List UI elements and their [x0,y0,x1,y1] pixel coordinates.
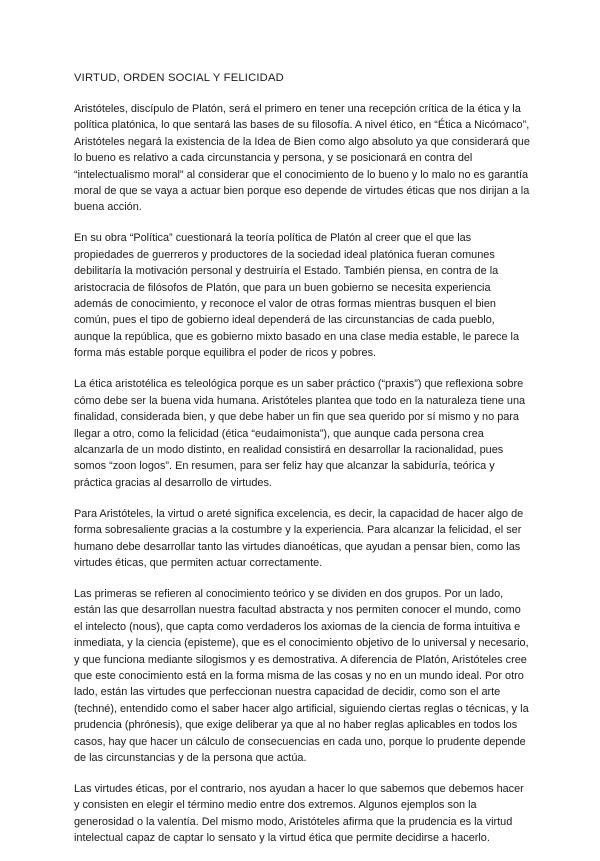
paragraph: Aristóteles, discípulo de Platón, será el primero en tener una recepción crítica de la ética y la política platónica, lo que sentará las bases de su filosofía. A nivel ético, en “Ética a Nicómaco”, Aristóteles negará la existencia de la Idea de Bien como algo absoluto ya que considerará que lo bueno es relativo a cada circunstancia y persona, y se posicionará en contra del “intelectualismo moral” al considerar que el conocimiento de lo bueno y lo malo no es garantía moral de que se vaya a actuar bien porque eso depende de virtudes éticas que nos dirijan a la buena acción. [74,103,530,214]
document-page [74,70,530,861]
paragraph: Para Aristóteles, la virtud o areté significa excelencia, es decir, la capacidad de hacer algo de forma sobresaliente gracias a la costumbre y la experiencia. Para alcanzar la felicidad, el ser humano debe desarrollar tanto las virtudes dianoéticas, que ayudan a pensar bien, como las virtudes éticas, que permiten actuar correctamente. [74,507,524,569]
document-title: VIRTUD, ORDEN SOCIAL Y FELICIDAD [74,72,284,84]
paragraph: Las virtudes éticas, por el contrario, nos ayudan a hacer lo que sabemos que debemos hacer y consisten en elegir el término medio entre dos extremos. Algunos ejemplos son la generosidad o la valentía. Del mismo modo, Aristóteles afirma que la prudencia es la virtud intelectual capaz de captar lo sensato y la virtud ética que permite decidirse a hacerlo. [74,783,524,845]
paragraph: Las primeras se refieren al conocimiento teórico y se dividen en dos grupos. Por un lado, están las que desarrollan nuestra facultad abstracta y nos permiten conocer el mundo, como el intelecto (nous), que capta como verdaderos los axiomas de la ciencia de forma intuitiva e inmediata, y la ciencia (episteme), que es el conocimiento objetivo de lo universal y necesario, y que funciona mediante silogismos y es demostrativa. A diferencia de Platón, Aristóteles cree que este conocimiento está en la forma misma de las cosas y no en un mundo ideal. Por otro lado, están las virtudes que perfeccionan nuestra capacidad de decidir, como son el arte (techné), entendido como el saber hacer algo artificial, siguiendo ciertas reglas o técnicas, y la prudencia (phrónesis), que exige deliberar ya que al no haber reglas aplicables en todos los casos, hay que hacer un cálculo de consecuencias en cada uno, porque lo prudente depende de las circunstancias y de la persona que actúa. [74,587,529,764]
paragraph: La ética aristotélica es teleológica porque es un saber práctico (“praxis”) que reflexiona sobre cómo debe ser la buena vida humana. Aristóteles plantea que todo en la naturaleza tiene una finalidad, considerada bien, y que debe haber un fin que sea querido por sí mismo y no para llegar a otro, como la felicidad (ética “eudaimonista”), que aunque cada persona crea alcanzarla de un modo distinto, en realidad consistirá en desarrollar la racionalidad, pues somos “zoon logos”. En resumen, para ser feliz hay que alcanzar la sabiduría, teórica y práctica gracias al desarrollo de virtudes. [74,378,526,489]
paragraph: En su obra “Política” cuestionará la teoría política de Platón al creer que el que las propiedades de guerreros y productores de la sociedad ideal platónica fueran comunes debilitaría la motivación personal y destruiría el Estado. También piensa, en contra de la aristocracia de filósofos de Platón, que para un buen gobierno se necesita experiencia además de conocimiento, y reconoce el valor de otras formas mientras busquen el bien común, pues el tipo de gobierno ideal dependerá de las circunstancias de cada pueblo, aunque la república, que es gobierno mixto basado en una clase media estable, le parece la forma más estable porque equilibra el poder de ricos y pobres. [74,232,520,360]
